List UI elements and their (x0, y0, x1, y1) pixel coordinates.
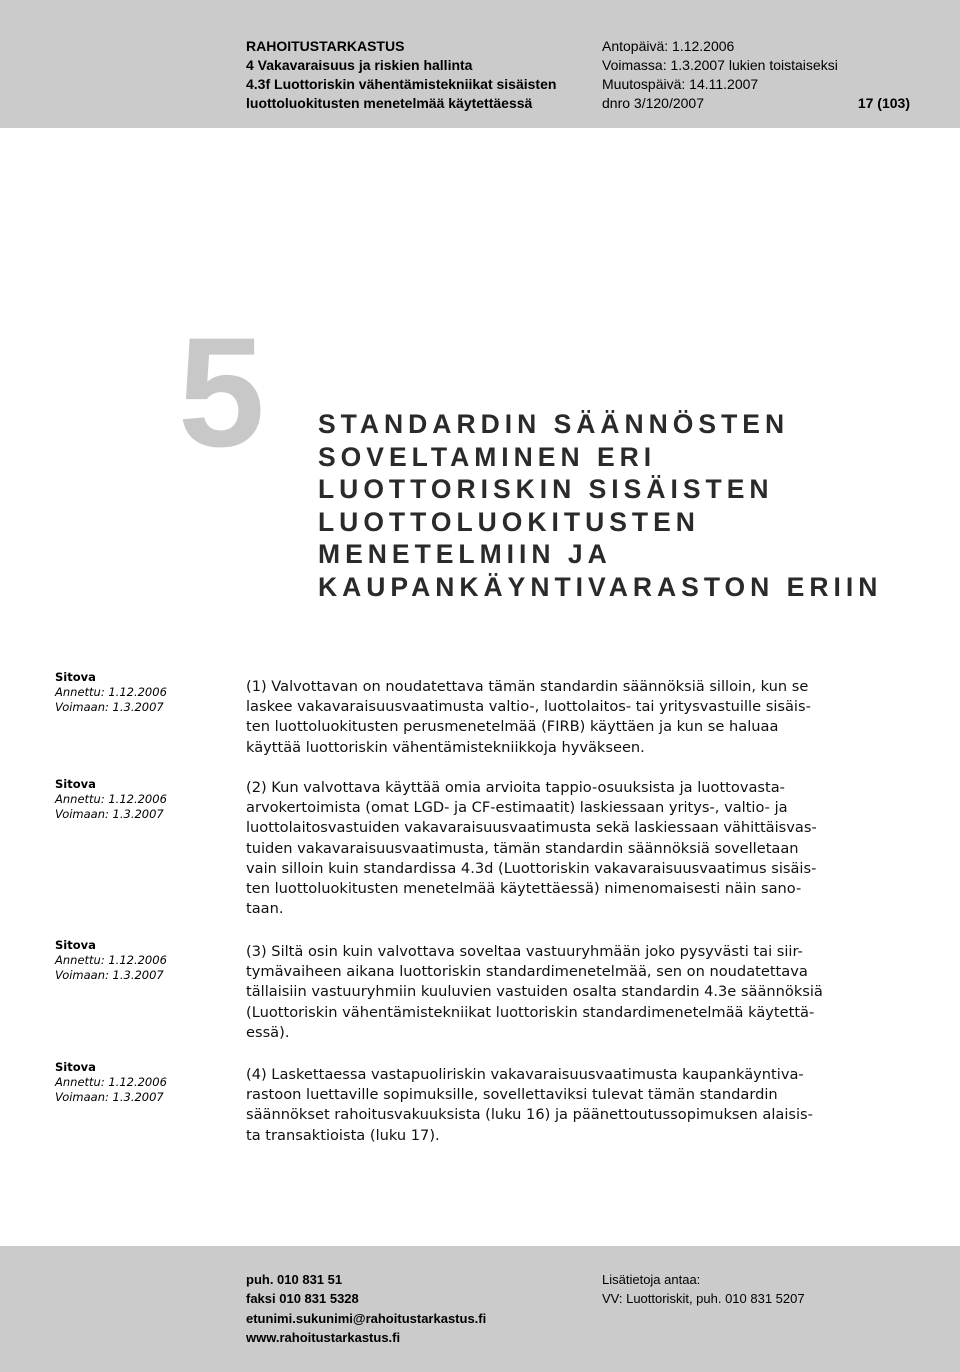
chapter-number: 5 (178, 306, 265, 480)
paragraph-line: tuiden vakavaraisuusvaatimusta, tämän standardin säännöksiä sovelletaan (246, 839, 799, 857)
footer-info-label: Lisätietoja antaa: (602, 1272, 701, 1287)
paragraph-line: (Luottoriskin vähentämistekniikat luottoriskin standardimenetelmää käytettä- (246, 1003, 815, 1021)
footer-website: www.rahoitustarkastus.fi (246, 1329, 401, 1345)
issued-date: Annettu: 1.12.2006 (55, 953, 167, 967)
header-document-info (246, 37, 556, 113)
effective-date: Voimaan: 1.3.2007 (55, 700, 164, 714)
page-number: 17 (103) (857, 95, 910, 111)
issued-date: Annettu: 1.12.2006 (55, 1075, 167, 1089)
header-dates (602, 37, 838, 113)
paragraph-line: käyttää luottoriskin vähentämistekniikkoja hyväkseen. (246, 738, 645, 756)
header-valid-from: Voimassa: 1.3.2007 lukien toistaiseksi (602, 57, 838, 73)
binding-status: Sitova (55, 938, 96, 952)
paragraph-line: tymävaiheen aikana luottoriskin standardimenetelmää, sen on noudatettava (246, 963, 808, 981)
paragraph-line: (4) Laskettaessa vastapuoliriskin vakavaraisuusvaatimusta kaupankäyntiva- (246, 1066, 804, 1083)
paragraph-line: rastoon luettaville sopimuksille, sovellettaviksi tulevat tämän standardin (246, 1086, 778, 1104)
paragraph-line: essä). (246, 1023, 290, 1041)
paragraph-line: ten luottoluokitusten perusmenetelmää (FIRB) käyttäen ja kun se haluaa (246, 718, 779, 736)
issued-date: Annettu: 1.12.2006 (55, 685, 167, 699)
chapter-title-line: SOVELTAMINEN ERI (318, 441, 657, 472)
margin-note (55, 1060, 167, 1105)
chapter-title (318, 408, 938, 603)
paragraph-2 (246, 778, 916, 919)
chapter-title-line: LUOTTORISKIN SISÄISTEN (318, 474, 774, 504)
header-org-name: RAHOITUSTARKASTUS (246, 38, 405, 54)
paragraph-line: (2) Kun valvottava käyttää omia arvioita tappio-osuuksista ja luottovasta- (246, 779, 785, 796)
margin-note (55, 670, 167, 715)
binding-status: Sitova (55, 670, 96, 684)
binding-status: Sitova (55, 777, 96, 791)
footer-more-info (602, 1270, 805, 1309)
effective-date: Voimaan: 1.3.2007 (55, 968, 164, 982)
effective-date: Voimaan: 1.3.2007 (55, 807, 164, 821)
header-subsection-line2: luottoluokitusten menetelmää käytettäessä (246, 95, 533, 111)
effective-date: Voimaan: 1.3.2007 (55, 1090, 164, 1104)
margin-note (55, 777, 167, 822)
footer-info-contact: VV: Luottoriskit, puh. 010 831 5207 (602, 1291, 805, 1307)
chapter-title-line: STANDARDIN SÄÄNNÖSTEN (318, 409, 790, 439)
issued-date: Annettu: 1.12.2006 (55, 792, 167, 806)
paragraph-line: luottolaitosvastuiden vakavaraisuusvaatimusta sekä laskiessaan vähittäisvas- (246, 819, 817, 837)
paragraph-line: ta transaktioista (luku 17). (246, 1126, 440, 1144)
paragraph-line: tällaisiin vastuuryhmiin kuuluvien vastuiden osalta standardin 4.3e säännöksiä (246, 983, 823, 1001)
footer-email: etunimi.sukunimi@rahoitustarkastus.fi (246, 1310, 487, 1326)
page-footer (0, 1246, 960, 1372)
header-section: 4 Vakavaraisuus ja riskien hallinta (246, 57, 473, 73)
paragraph-line: säännökset rahoitusvakuuksista (luku 16) ja päänettoutussopimuksen alaisis- (246, 1106, 813, 1124)
chapter-title-line: LUOTTOLUOKITUSTEN (318, 506, 700, 537)
paragraph-line: taan. (246, 900, 284, 918)
binding-status: Sitova (55, 1060, 96, 1074)
footer-fax: faksi 010 831 5328 (246, 1291, 359, 1307)
paragraph-line: arvokertoimista (omat LGD- ja CF-estimaatit) laskiessaan yritys-, valtio- ja (246, 799, 788, 817)
margin-note (55, 938, 167, 983)
footer-contact (246, 1270, 486, 1347)
paragraph-line: laskee vakavaraisuusvaatimusta valtio-, luottolaitos- tai yritysvastuille sisäis- (246, 698, 811, 716)
header-modified-date: Muutospäivä: 14.11.2007 (602, 76, 759, 92)
paragraph-line: (3) Siltä osin kuin valvottava soveltaa vastuuryhmään joko pysyvästi tai siir- (246, 943, 803, 960)
paragraph-3 (246, 942, 916, 1043)
paragraph-line: ten luottoluokitusten menetelmää käytettäessä) nimenomaisesti näin sano- (246, 880, 802, 898)
paragraph-1 (246, 677, 916, 758)
chapter-title-line: KAUPANKÄYNTIVARASTON ERIIN (318, 571, 883, 602)
page-header (0, 0, 960, 128)
header-issue-date: Antopäivä: 1.12.2006 (602, 38, 735, 54)
paragraph-line: vain silloin kuin standardissa 4.3d (Luottoriskin vakavaraisuusvaatimus sisäis- (246, 859, 817, 877)
paragraph-line: (1) Valvottavan on noudatettava tämän standardin säännöksiä silloin, kun se (246, 678, 809, 695)
paragraph-4 (246, 1065, 916, 1146)
chapter-title-line: MENETELMIIN JA (318, 539, 612, 569)
footer-phone: puh. 010 831 51 (246, 1272, 343, 1287)
header-record-number: dnro 3/120/2007 (602, 95, 704, 111)
header-subsection-line1: 4.3f Luottoriskin vähentämistekniikat sisäisten (246, 76, 557, 92)
